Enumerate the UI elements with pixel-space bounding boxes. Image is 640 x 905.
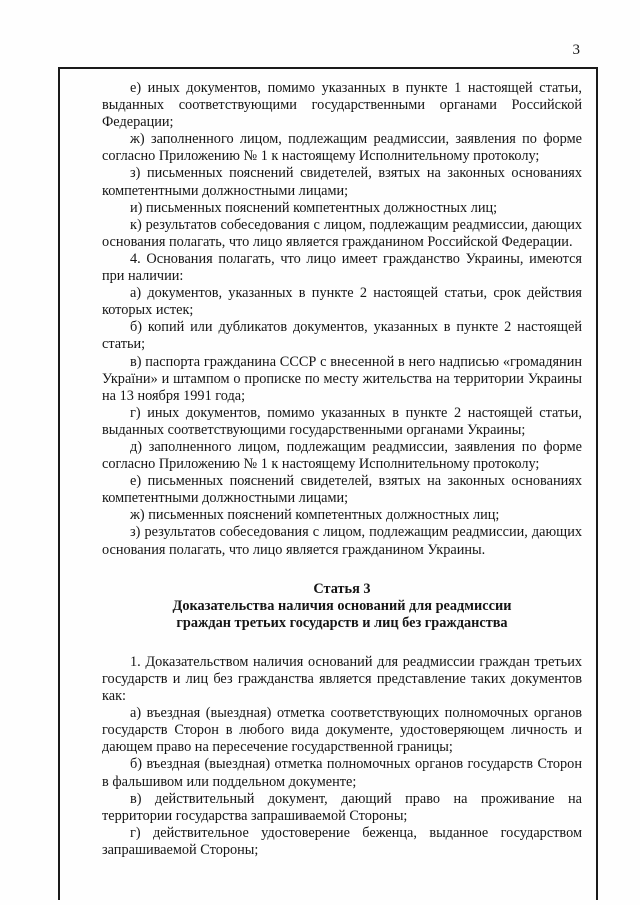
paragraph: г) иных документов, помимо указанных в пункте 2 настоящей статьи, выданных соответствующими государственными органами Украины; (102, 404, 582, 438)
paragraph: в) паспорта гражданина СССР с внесенной в него надписью «громадянин України» и штампом о прописке по месту жительства на территории Украины на 13 ноября 1991 года; (102, 353, 582, 404)
paragraph: д) заполненного лицом, подлежащим реадмиссии, заявления по форме согласно Приложению № 1 к настоящему Исполнительному протоколу; (102, 438, 582, 473)
paragraph: е) письменных пояснений свидетелей, взятых на законных основаниях компетентными должностными лицами; (102, 473, 582, 507)
paragraph: е) иных документов, помимо указанных в пункте 1 настоящей статьи, выданных соответствующими государственными органами Российской Федерации; (102, 80, 582, 131)
paragraph: з) письменных пояснений свидетелей, взятых на законных основаниях компетентными должностными лицами; (102, 165, 582, 199)
paragraph: з) результатов собеседования с лицом, подлежащим реадмиссии, дающих основания полагать, что лицо является гражданином Украины. (102, 524, 582, 558)
paragraph: к) результатов собеседования с лицом, подлежащим реадмиссии, дающих основания полагать, что лицо является гражданином Российской Федерации. (102, 216, 582, 250)
document-body (102, 80, 582, 859)
paragraph: г) действительное удостоверение беженца, выданное государством запрашиваемой Стороны; (102, 824, 582, 858)
article-title-line-1: Доказательства наличия оснований для реадмиссии (172, 597, 512, 614)
paragraph: ж) письменных пояснений компетентных должностных лиц; (130, 507, 500, 524)
paragraph: 1. Доказательством наличия оснований для реадмиссии граждан третьих государств и лиц без гражданства является представление таких документов как: (102, 653, 582, 705)
paragraph: ж) заполненного лицом, подлежащим реадмиссии, заявления по форме согласно Приложению № 1 к настоящему Исполнительному протоколу; (102, 131, 582, 165)
paragraph: а) документов, указанных в пункте 2 настоящей статьи, срок действия которых истек; (102, 285, 582, 319)
paragraph: в) действительный документ, дающий право на проживание на территории государства запрашиваемой Стороны; (102, 790, 582, 824)
page-number: 3 (572, 42, 580, 58)
paragraph: и) письменных пояснений компетентных должностных лиц; (130, 199, 498, 216)
paragraph: а) въездная (выездная) отметка соответствующих полномочных органов государств Сторон в любого вида документе, удостоверяющем личность и дающем право на пересечение государственной границы; (102, 705, 582, 756)
article-title-line-2: граждан третьих государств и лиц без гражданства (176, 614, 508, 631)
paragraph: б) въездная (выездная) отметка полномочных органов государств Сторон в фальшивом или поддельном документе; (102, 756, 582, 790)
paragraph: б) копий или дубликатов документов, указанных в пункте 2 настоящей статьи; (102, 319, 582, 353)
paragraph: 4. Основания полагать, что лицо имеет гражданство Украины, имеются при наличии: (102, 250, 582, 285)
article-number: Статья 3 (313, 580, 371, 597)
